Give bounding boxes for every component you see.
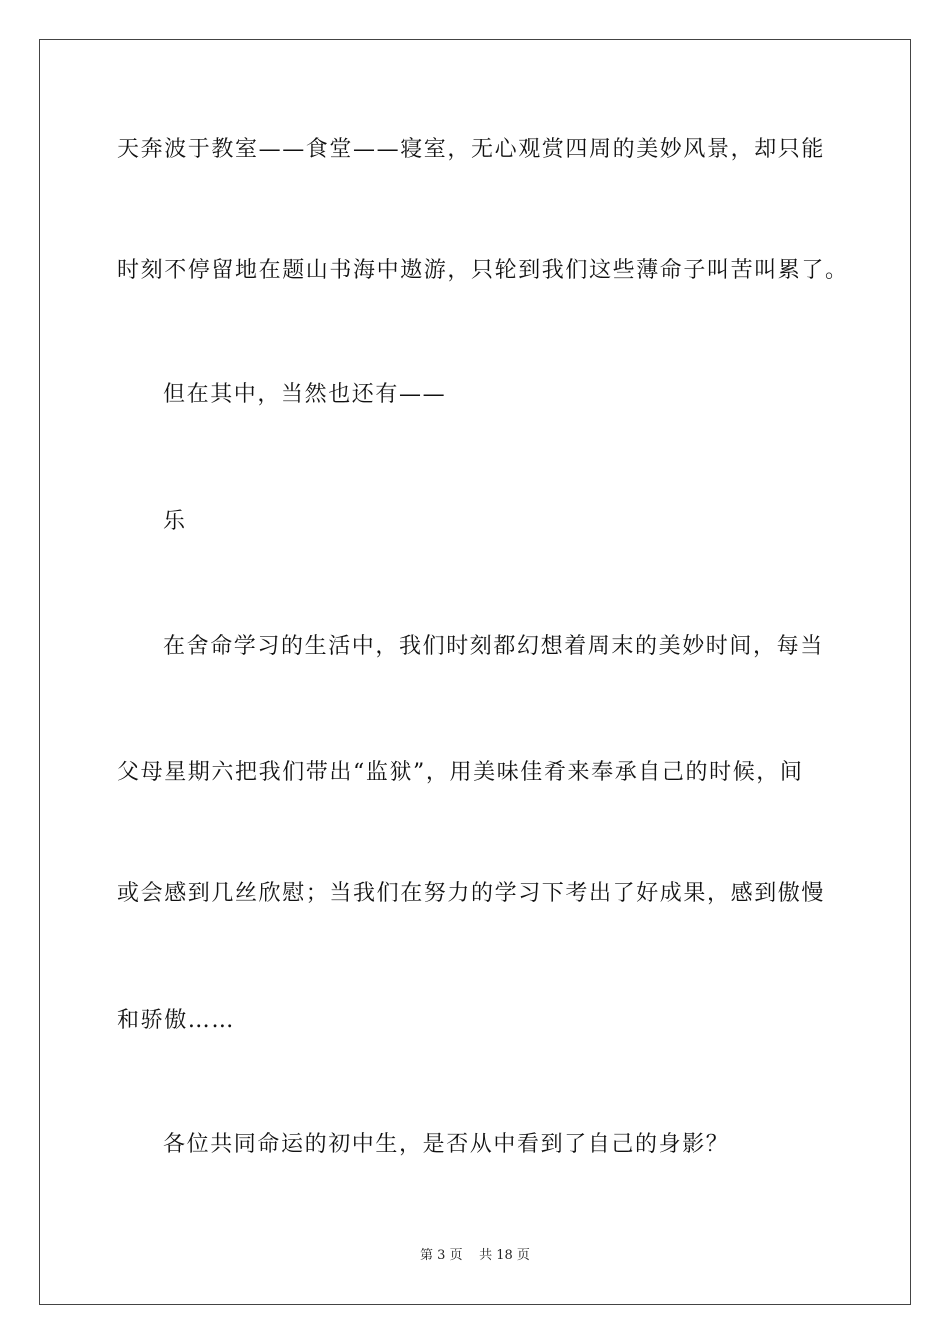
page-border	[39, 39, 911, 1305]
body-line: 各位共同命运的初中生，是否从中看到了自己的身影？	[163, 1132, 730, 1157]
body-line: 父母星期六把我们带出“监狱”，用美味佳肴来奉承自己的时候，间	[117, 760, 804, 785]
body-line: 但在其中，当然也还有——	[163, 382, 447, 407]
page-total: 共 18 页	[479, 1248, 530, 1263]
body-line: 或会感到几丝欣慰；当我们在努力的学习下考出了好成果，感到傲慢	[117, 881, 826, 906]
body-line: 天奔波于教室——食堂——寝室，无心观赏四周的美妙风景，却只能	[117, 137, 826, 162]
page-number: 第 3 页	[420, 1248, 463, 1263]
body-line: 乐	[163, 509, 187, 534]
page-footer	[0, 1248, 950, 1264]
body-line: 和骄傲……	[117, 1008, 236, 1033]
body-line: 在舍命学习的生活中，我们时刻都幻想着周末的美妙时间，每当	[163, 634, 824, 659]
body-line: 时刻不停留地在题山书海中遨游，只轮到我们这些薄命子叫苦叫累了。	[117, 258, 849, 283]
